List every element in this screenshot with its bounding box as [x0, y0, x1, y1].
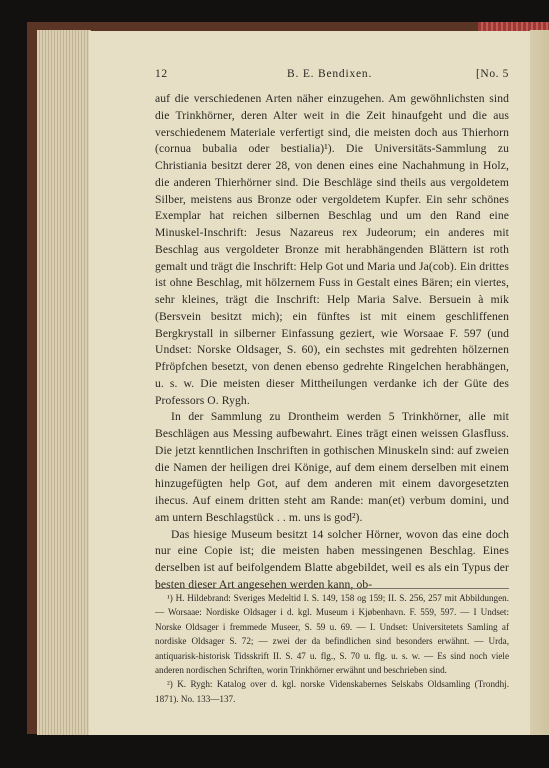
- footnote-rule: [155, 588, 509, 589]
- page-edges-right: [530, 30, 549, 735]
- paragraph: Das hiesige Museum besitzt 14 solcher Hörner, wovon das eine doch nur eine Copie ist; die meisten haben messingenen Beschlag. Eines derselben ist auf beifolgendem Blatte abgebildet, weil es als ein Typus der besten dieser Art angesehen werden kann, ob-: [155, 527, 509, 591]
- paragraph: auf die verschiedenen Arten näher einzugehen. Am gewöhnlichsten sind die Trinkhörner, deren Alter weit in die Zeit hinaufgeht und die aus verschiedenem Materiale verfertigt sind, die meisten doch aus Thierhorn (cornua bubalia oder bestialia)¹). Die Universitäts-Sammlung zu Christiania besitzt derer 28, von denen eines eine Nachahmung in Holz, die anderen Thierhörner sind. Die Beschläge sind theils aus vergoldetem Silber, meistens aus Bronze oder vergoldetem Kupfer. Ein sehr schönes Exemplar hat reichen silbernen Beschlag und um den Rand eine Minuskel-Inschrift: Jesus Nazareus rex Judeorum; ein anderes mit Beschlag aus vergoldeter Bronze mit herabhängenden Blättern ist roth gemalt und trägt die Inschrift: Help Got und Maria und Ja(cob). Ein drittes ist ohne Beschlag, mit hölzernem Fuss in Gestalt eines Bären; ein viertes, sehr kleines, trägt die Inschrift: Help Maria Salve. Bersuein à mik (Bersvein besitzt mich); ein fünftes ist mit einem geschliffenen Bergkrystall in silberner Einfassung geziert, wie Worsaae F. 597 (und Undset: Norske Oldsager, S. 60), ein sechstes mit gedrehten hölzernen Pfröpfchen besetzt, von denen ebenso gedrehte Ringelchen herabhängen, u. s. w. Die meisten dieser Mittheilungen verdanke ich der Güte des Professors O. Rygh.: [155, 92, 509, 407]
- book-page: [89, 31, 530, 735]
- footnote: ²) K. Rygh: Katalog over d. kgl. norske Videnskabernes Selskabs Oldsamling (Trondhj. 1871). No. 133—137.: [155, 679, 509, 704]
- running-header: [155, 68, 509, 86]
- footnote: ¹) H. Hildebrand: Sveriges Medeltid I. S. 149, 158 og 159; II. S. 256, 257 mit Abbildungen. — Worsaae: Nordiske Oldsager i d. kgl. Museum i Kjøbenhavn. F. 559, 597. — I Undset: Norske Oldsager i fremmede Museer, S. 59 u. 69. — I. Undset: Universitetets Samling af nordiske Oldsager S. 72; — zwei der da befindlichen sind besonders erwähnt. — Urda, antiquarisk-historisk Tidsskrift II. S. 47 u. flg., S. 70 u. flg. u. s. w. — Es sind noch viele anderen nordischen Schriften, worin Trinkhörner erwähnt und beschrieben sind.: [155, 593, 509, 676]
- page-edges-left: [37, 30, 91, 735]
- footnotes: [155, 591, 509, 706]
- paragraph: In der Sammlung zu Drontheim werden 5 Trinkhörner, alle mit Beschlägen aus Messing aufbewahrt. Eines trägt einen weissen Glasfluss. Die jetzt kenntlichen Inschriften in gothischen Minuskeln sind: auf zweien die Namen der heiligen drei Könige, auf dem einem derselben mit einem hinzugefügten help Got, auf dem anderen mit einem davorgesetzten ihecus. Auf einem dritten steht am Rande: man(et) verbum domini, und am untern Beschlagstück . . m. uns is god²).: [155, 410, 509, 524]
- page-number: 12: [155, 68, 168, 80]
- running-title: B. E. Bendixen.: [287, 68, 373, 80]
- main-text: [155, 91, 509, 594]
- issue-number: [No. 5: [476, 68, 509, 80]
